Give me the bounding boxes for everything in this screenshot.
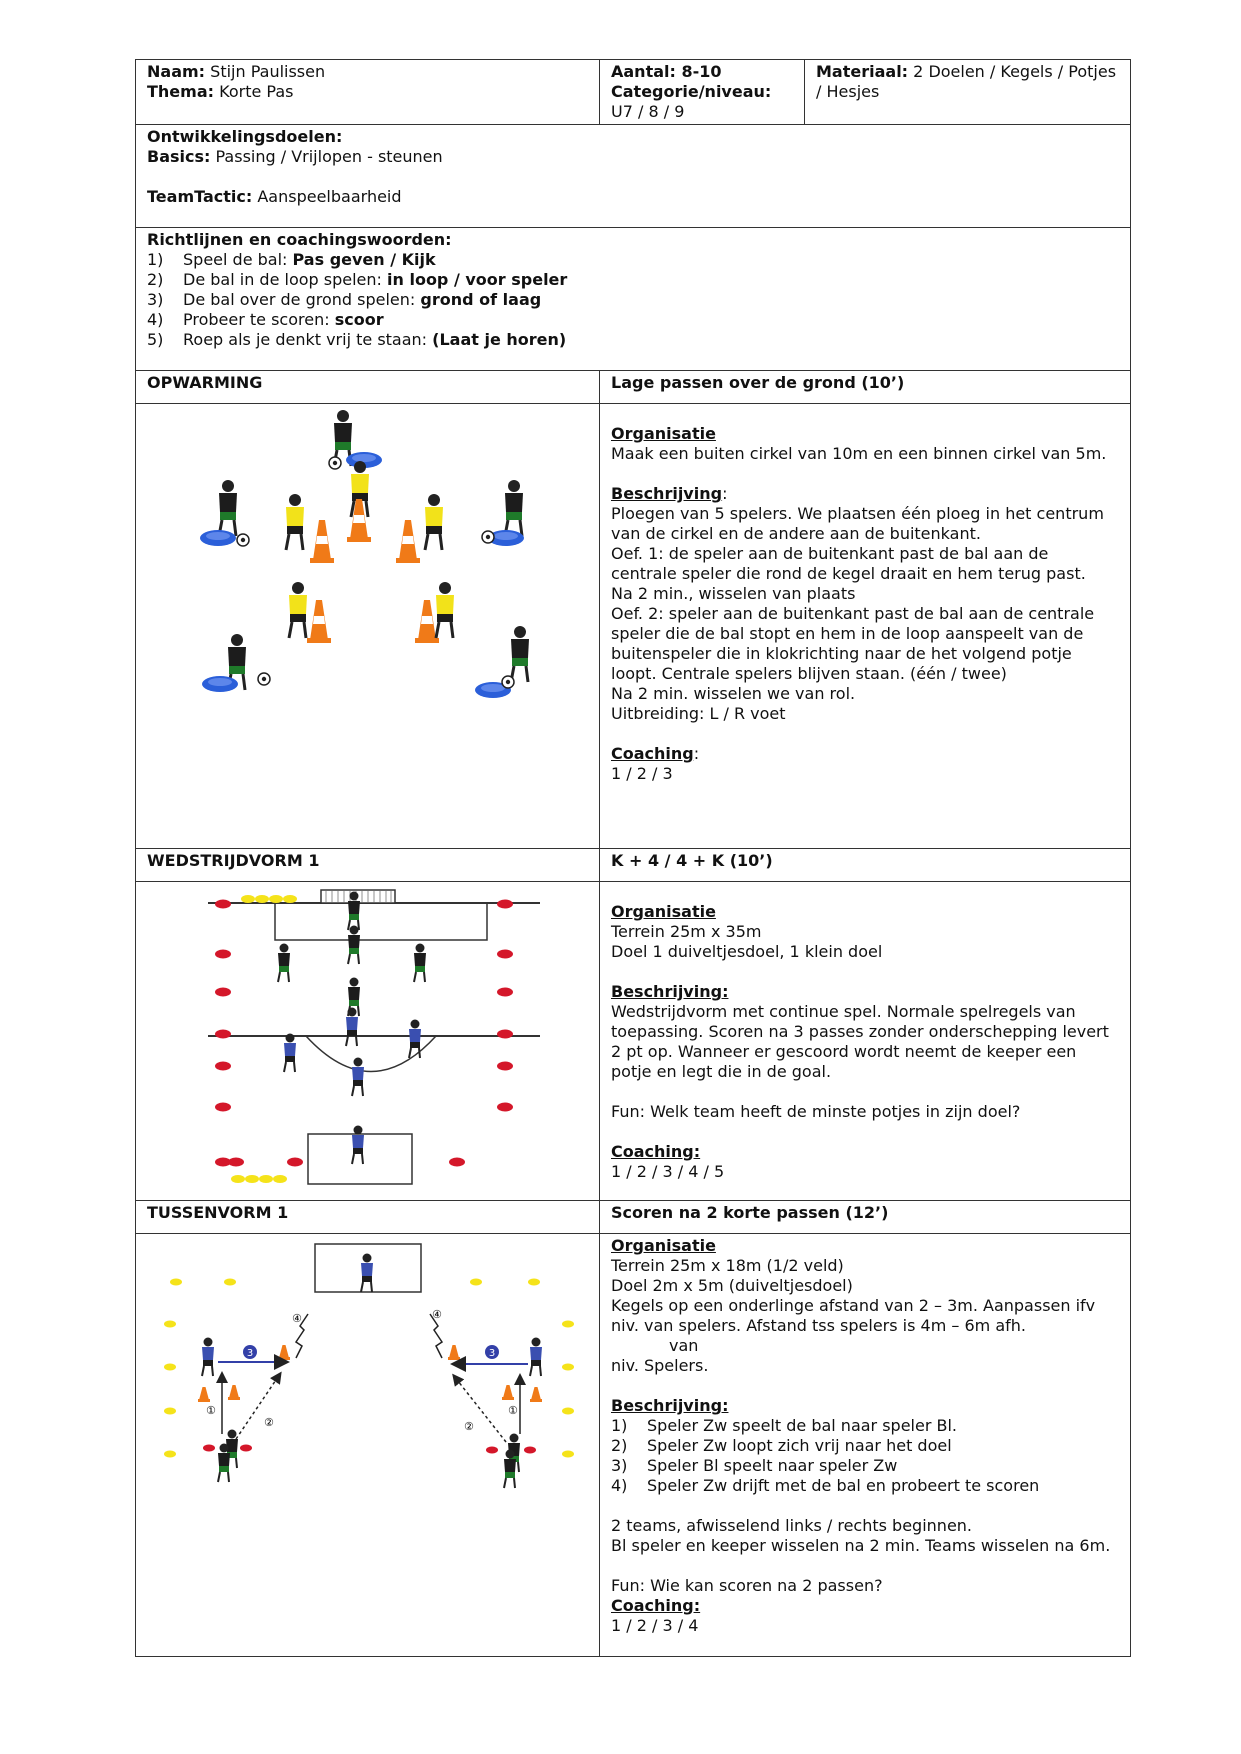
step-text: Speler Zw drijft met de bal en probeert te scoren xyxy=(647,1476,1040,1495)
traffic-cone xyxy=(396,520,420,563)
step-1-label: ① xyxy=(206,1404,216,1417)
green-player xyxy=(278,944,290,983)
naam-label: Naam: xyxy=(147,62,206,81)
guideline-keyword: scoor xyxy=(334,310,384,329)
interim-fun-text: Fun: Wie kan scoren na 2 passen? xyxy=(611,1576,883,1595)
outer-player-bottom-right xyxy=(511,626,529,682)
inner-player-left xyxy=(286,494,304,550)
warmup-desc-label: Beschrijving xyxy=(611,484,723,503)
warmup-desc-line: Oef. 2: speler aan de buitenkant past de bal aan de centrale speler die de bal stopt en hem in de loop aanspeelt van de buitenspeler die in klokrichting naar de het volgend potje loopt. Centrale spelers blijven staan. (één / twee) xyxy=(611,604,1095,683)
keeper-top xyxy=(348,892,360,931)
yellow-pots-bottom xyxy=(231,1175,287,1183)
categorie-value: U7 / 8 / 9 xyxy=(611,102,685,121)
interim-exercise-title: Scoren na 2 korte passen (12’) xyxy=(600,1201,1131,1234)
thema-label: Thema: xyxy=(147,82,215,101)
guideline-item xyxy=(147,330,1119,350)
guideline-keyword: (Laat je horen) xyxy=(432,330,567,349)
guideline-num: 3) xyxy=(147,290,164,309)
guideline-text: Probeer te scoren: xyxy=(183,310,335,329)
match-body-row xyxy=(136,882,1131,1201)
green-player xyxy=(348,926,360,965)
match-desc-text: Wedstrijdvorm met continue spel. Normale spelregels van toepassing. Scoren na 3 passes zonder onderschepping levert 2 pt op. Wanneer er gescoord wordt neemt de keeper een potje en legt die in de goal. xyxy=(611,1002,1109,1081)
session-form xyxy=(135,59,1131,1657)
guideline-num: 4) xyxy=(147,310,164,329)
green-player-left xyxy=(218,1444,230,1483)
interim-org-line: niv. Spelers. xyxy=(611,1356,709,1375)
match-desc-label: Beschrijving: xyxy=(611,982,729,1001)
interim-extra-line: Bl speler en keeper wisselen na 2 min. Teams wisselen na 6m. xyxy=(611,1536,1111,1555)
interim-body-row xyxy=(136,1234,1131,1657)
run-line-2 xyxy=(454,1376,506,1442)
interim-header-spacer xyxy=(580,1201,600,1234)
blue-player xyxy=(409,1020,421,1059)
match-diagram xyxy=(136,882,620,1200)
teamtactic-value: Aanspeelbaarheid xyxy=(257,187,402,206)
interim-diagram xyxy=(136,1234,620,1524)
warmup-org-label: Organisatie xyxy=(611,424,716,443)
ball xyxy=(502,676,514,688)
step-text: Speler Zw loopt zich vrij naar het doel xyxy=(647,1436,952,1455)
traffic-cone xyxy=(310,520,334,563)
red-marker xyxy=(240,1445,252,1452)
guideline-num: 5) xyxy=(147,330,164,349)
header-row xyxy=(136,60,1131,125)
outer-player-right xyxy=(505,480,523,536)
warmup-desc-line: Uitbreiding: L / R voet xyxy=(611,704,786,723)
ball xyxy=(482,531,494,543)
thema-value: Korte Pas xyxy=(219,82,294,101)
warmup-header-row xyxy=(136,371,1131,404)
session-sheet xyxy=(135,59,1130,1657)
interim-section-title: TUSSENVORM 1 xyxy=(136,1201,580,1234)
warmup-diagram-cell xyxy=(136,404,600,849)
cone xyxy=(530,1387,542,1402)
step-num: 1) xyxy=(611,1416,628,1435)
goals-row xyxy=(136,125,1131,228)
aantal-label: Aantal: 8-10 xyxy=(611,62,722,81)
interim-org-label: Organisatie xyxy=(611,1236,716,1255)
step-text: Speler Zw speelt de bal naar speler Bl. xyxy=(647,1416,958,1435)
match-exercise-title: K + 4 / 4 + K (10’) xyxy=(600,849,1131,882)
match-org-label: Organisatie xyxy=(611,902,716,921)
warmup-coach-label: Coaching xyxy=(611,744,694,763)
interim-steps xyxy=(611,1416,1119,1496)
warmup-desc-line: Na 2 min., wisselen van plaats xyxy=(611,584,856,603)
inner-player-right xyxy=(425,494,443,550)
cone xyxy=(502,1385,514,1400)
red-marker xyxy=(524,1447,536,1454)
red-marker xyxy=(486,1447,498,1454)
inner-player-bottom-right xyxy=(436,582,454,638)
guideline-item xyxy=(147,270,1119,290)
step-num: 4) xyxy=(611,1476,628,1495)
interim-org-line: van xyxy=(669,1336,699,1355)
interim-coach-label: Coaching: xyxy=(611,1596,701,1615)
header-name-cell xyxy=(136,60,580,125)
guideline-text: De bal over de grond spelen: xyxy=(183,290,421,309)
match-org-line: Terrein 25m x 35m xyxy=(611,922,762,941)
outer-player-left xyxy=(219,480,237,536)
cone xyxy=(228,1385,240,1400)
step-1-label: ① xyxy=(508,1404,518,1417)
blue-player-left xyxy=(202,1338,214,1377)
goals-title: Ontwikkelingsdoelen: xyxy=(147,127,343,146)
interim-org-line: Doel 2m x 5m (duiveltjesdoel) xyxy=(611,1276,853,1295)
inner-player-bottom-left xyxy=(289,582,307,638)
interim-header-row xyxy=(136,1201,1131,1234)
materiaal-label: Materiaal: xyxy=(816,62,909,81)
interim-extra-line: 2 teams, afwisselend links / rechts beginnen. xyxy=(611,1516,973,1535)
run-line-2 xyxy=(236,1374,280,1439)
step-4-label: ④ xyxy=(432,1308,442,1321)
match-text-cell xyxy=(600,882,1131,1201)
guideline-keyword: in loop / voor speler xyxy=(387,270,568,289)
warmup-coach-text: 1 / 2 / 3 xyxy=(611,764,673,783)
warmup-section-title: OPWARMING xyxy=(136,371,580,404)
blue-player-right xyxy=(530,1338,542,1377)
guideline-num: 2) xyxy=(147,270,164,289)
cone xyxy=(448,1345,460,1360)
guidelines-cell xyxy=(136,228,1131,371)
penalty-box-top xyxy=(275,903,487,940)
basics-value: Passing / Vrijlopen - steunen xyxy=(215,147,443,166)
warmup-desc-line: Oef. 1: de speler aan de buitenkant past de bal aan de centrale speler die rond de kegel draait en hem terug past. xyxy=(611,544,1086,583)
match-header-row xyxy=(136,849,1131,882)
guideline-keyword: Pas geven / Kijk xyxy=(292,250,436,269)
warmup-body-row xyxy=(136,404,1131,849)
guideline-text: De bal in de loop spelen: xyxy=(183,270,388,289)
match-header-spacer xyxy=(580,849,600,882)
blue-player xyxy=(284,1034,296,1073)
step-num: 3) xyxy=(611,1456,628,1475)
basics-label: Basics: xyxy=(147,147,211,166)
guidelines-list xyxy=(147,250,1119,350)
goals-cell xyxy=(136,125,1131,228)
step-item xyxy=(611,1476,1119,1496)
warmup-org-text: Maak een buiten cirkel van 10m en een binnen cirkel van 5m. xyxy=(611,444,1107,463)
guidelines-title: Richtlijnen en coachingswoorden: xyxy=(147,230,452,249)
step-3-label: 3 xyxy=(488,1348,496,1359)
ball xyxy=(237,534,249,546)
ball xyxy=(258,673,270,685)
green-player xyxy=(414,944,426,983)
match-diagram-cell xyxy=(136,882,600,1201)
guideline-item xyxy=(147,310,1119,330)
step-4-label: ④ xyxy=(292,1312,302,1325)
yellow-markers xyxy=(164,1279,574,1458)
interim-org-line: Terrein 25m x 18m (1/2 veld) xyxy=(611,1256,844,1275)
green-player-right xyxy=(504,1450,516,1489)
naam-value: Stijn Paulissen xyxy=(210,62,326,81)
step-num: 2) xyxy=(611,1436,628,1455)
match-coach-text: 1 / 2 / 3 / 4 / 5 xyxy=(611,1162,725,1181)
warmup-desc-line: Ploegen van 5 spelers. We plaatsen één ploeg in het centrum van de cirkel en de andere aan de buitenkant. xyxy=(611,504,1104,543)
marker-cone xyxy=(200,530,236,546)
warmup-diagram xyxy=(136,404,620,848)
step-3-label: 3 xyxy=(246,1348,254,1359)
step-item xyxy=(611,1436,1119,1456)
blue-player xyxy=(346,1008,358,1047)
guidelines-row xyxy=(136,228,1131,371)
interim-desc-label: Beschrijving: xyxy=(611,1396,729,1415)
warmup-text-cell: Organisatie Maak een buiten cirkel van 10m en een binnen cirkel van 5m. Beschrijving: Ploegen van 5 spelers. We plaatsen één ploeg in het centrum van de cirkel en de andere aan de buitenkant. Oef. 1: de speler aan de buitenkant past de bal aan de centrale speler die rond de kegel draait en hem terug past. Na 2 min., wisselen van plaats Oef. 2: speler aan de buitenkant past de bal aan de centrale speler die de bal stopt en hem in de loop aanspeelt van de buitenspeler die in klokrichting naar de het volgend potje loopt. Centrale spelers blijven staan. (één / twee) Na 2 min. wisselen we van rol. Uitbreiding: L / R voet Coaching: 1 / 2 / 3 xyxy=(600,404,1131,849)
guideline-keyword: grond of laag xyxy=(420,290,542,309)
red-marker xyxy=(203,1445,215,1452)
interim-diagram-cell xyxy=(136,1234,600,1657)
interim-coach-text: 1 / 2 / 3 / 4 xyxy=(611,1616,699,1635)
yellow-pots-top xyxy=(241,895,297,903)
cone xyxy=(278,1345,290,1360)
warmup-desc-line: Na 2 min. wisselen we van rol. xyxy=(611,684,856,703)
marker-cone xyxy=(202,676,238,692)
warmup-exercise-title: Lage passen over de grond (10’) xyxy=(600,371,1131,404)
categorie-label: Categorie/niveau: xyxy=(611,82,772,101)
match-section-title: WEDSTRIJDVORM 1 xyxy=(136,849,580,882)
step-item xyxy=(611,1456,1119,1476)
match-coach-label: Coaching: xyxy=(611,1142,701,1161)
guideline-item xyxy=(147,290,1119,310)
materiaal-value: 2 Doelen / Kegels / Potjes / Hesjes xyxy=(816,62,1117,101)
header-aantal-cell xyxy=(600,60,805,125)
match-fun-text: Fun: Welk team heeft de minste potjes in zijn doel? xyxy=(611,1102,1021,1121)
teamtactic-label: TeamTactic: xyxy=(147,187,253,206)
guideline-text: Roep als je denkt vrij te staan: xyxy=(183,330,433,349)
step-2-label: ② xyxy=(264,1416,274,1429)
warmup-header-spacer xyxy=(580,371,600,404)
match-org-line: Doel 1 duiveltjesdoel, 1 klein doel xyxy=(611,942,883,961)
interim-text-cell xyxy=(600,1234,1131,1657)
step-2-label: ② xyxy=(464,1420,474,1433)
header-materiaal-cell xyxy=(805,60,1131,125)
ball xyxy=(329,457,341,469)
cone xyxy=(198,1387,210,1402)
traffic-cone xyxy=(307,600,331,643)
guideline-num: 1) xyxy=(147,250,164,269)
header-spacer xyxy=(580,60,600,125)
step-item xyxy=(611,1416,1119,1436)
guideline-item xyxy=(147,250,1119,270)
interim-org-line: Kegels op een onderlinge afstand van 2 – 3m. Aanpassen ifv niv. van spelers. Afstand tss spelers is 4m – 6m afh. xyxy=(611,1296,1096,1335)
step-text: Speler Bl speelt naar speler Zw xyxy=(647,1456,898,1475)
blue-player xyxy=(352,1058,364,1097)
guideline-text: Speel de bal: xyxy=(183,250,293,269)
